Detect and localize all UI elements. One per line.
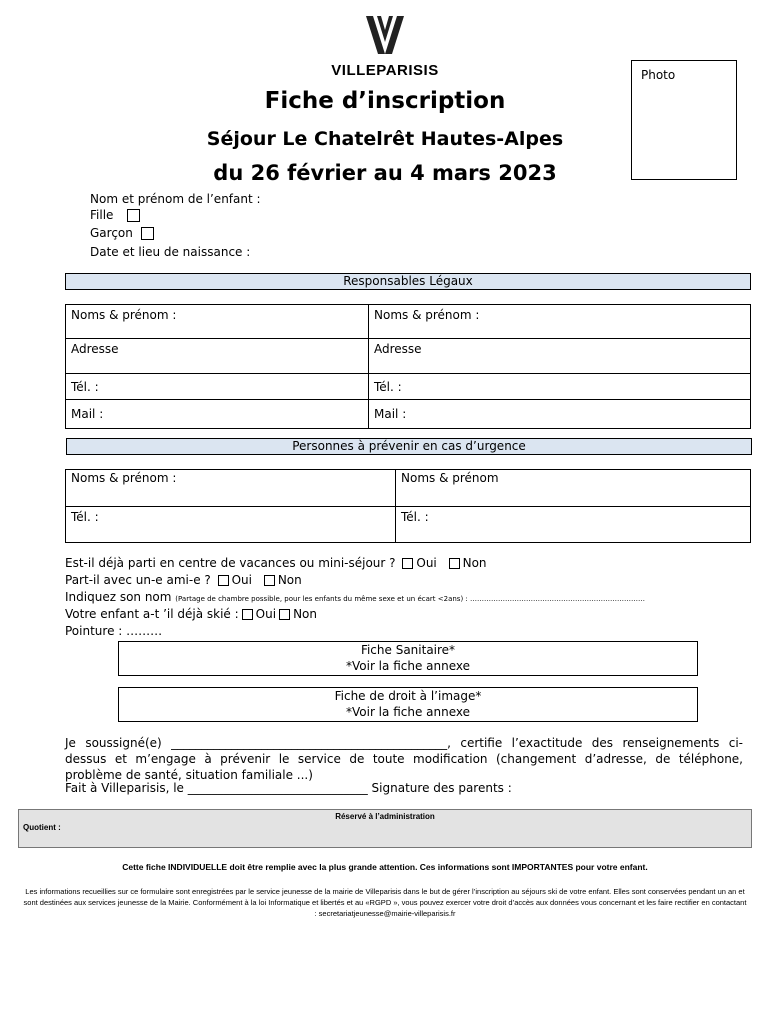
skied-no-checkbox[interactable] [279,609,290,620]
with-friend-no-label: Non [277,573,302,587]
skied-no-label: Non [293,607,317,621]
boy-option [90,226,154,240]
admin-reserved-label: Réservé à l’administration [335,812,435,821]
photo-label: Photo [641,68,676,82]
friend-name-note[interactable]: (Partage de chambre possible, pour les enfants du même sexe et un écart <2ans) : ………………………………………………………………… [175,595,645,603]
with-friend-label: Part-il avec un-e ami-e ? [65,573,211,587]
guardian1-address-field[interactable]: Adresse [66,339,369,374]
emergency1-phone-field[interactable]: Tél. : [66,507,396,543]
birth-label: Date et lieu de naissance : [90,245,251,259]
guardian2-phone-field[interactable]: Tél. : [369,374,751,400]
villeparisis-logo [320,14,450,79]
emergency2-name-field[interactable]: Noms & prénom [396,470,751,507]
guardian1-name-field[interactable]: Noms & prénom : [66,305,369,339]
form-subtitle: Séjour Le Chatelrêt Hautes-Alpes [206,128,564,150]
skied-yes-label: Oui [255,607,277,621]
girl-label: Fille [90,208,114,222]
form-title: Fiche d’inscription [264,88,506,114]
sanitary-form-box [118,641,698,676]
guardian2-mail-field[interactable]: Mail : [369,400,751,429]
image-rights-note: *Voir la fiche annexe [345,705,470,719]
question-with-friend [65,573,302,587]
girl-option [90,208,140,222]
logo-text: VILLEPARISIS [331,62,439,79]
question-previous-stay [65,556,487,570]
question-friend-name [65,590,645,604]
guardian1-phone-field[interactable]: Tél. : [66,374,369,400]
friend-name-label: Indiquez son nom [65,590,172,604]
shoe-size-field[interactable]: Pointure : ……… [65,624,163,638]
with-friend-yes-checkbox[interactable] [218,575,229,586]
previous-stay-no-label: Non [462,556,487,570]
footer-important-note: Cette fiche INDIVIDUELLE doit être remplie avec la plus grande attention. Ces informations sont IMPORTANTES pour votre enfant. [122,862,648,872]
skied-yes-checkbox[interactable] [242,609,253,620]
guardian1-mail-field[interactable]: Mail : [66,400,369,429]
emergency2-phone-field[interactable]: Tél. : [396,507,751,543]
skied-before-label: Votre enfant a-t ’il déjà skié : [65,607,239,621]
admin-reserved-box [18,809,752,848]
declaration-text[interactable]: Je soussigné(e) ______________________________________________, certifie l’exactitude des renseignements ci-dessus et m’engage à prévenir le service de toute modification (changement d’adresse, de téléphone, problème de santé, situation familiale ...) [65,736,743,782]
image-rights-box [118,687,698,722]
guardian2-address-field[interactable]: Adresse [369,339,751,374]
child-name-label: Nom et prénom de l’enfant : [90,192,261,206]
sanitary-form-title: Fiche Sanitaire* [360,643,456,657]
guardian2-name-field[interactable]: Noms & prénom : [369,305,751,339]
previous-stay-no-checkbox[interactable] [449,558,460,569]
legal-guardians-table [65,304,751,429]
with-friend-yes-label: Oui [231,573,252,587]
footer-legal-notice: Les informations recueillies sur ce formulaire sont enregistrées par le service jeunesse de la mairie de Villeparisis dans le but de gérer l’inscription au séjours ski de votre enfant. Elles sont conservées pendant un an et sont destinées aux services jeunesse de la Mairie. Conformément à la loi Informatique et libertés et au «RGPD », vous pouvez exercer votre droit d’accès aux données vous concernant et les faire rectifier en contactant : secretariatjeunesse@mairie-villeparisis.fr [23,887,747,918]
boy-checkbox[interactable] [141,227,154,240]
emergency1-name-field[interactable]: Noms & prénom : [66,470,396,507]
emergency-contacts-header: Personnes à prévenir en cas d’urgence [66,438,752,455]
form-dates: du 26 février au 4 mars 2023 [213,161,557,185]
previous-stay-yes-checkbox[interactable] [402,558,413,569]
question-skied-before [65,607,317,621]
with-friend-no-checkbox[interactable] [264,575,275,586]
previous-stay-label: Est-il déjà parti en centre de vacances ou mini-séjour ? [65,556,396,570]
sanitary-form-note: *Voir la fiche annexe [345,659,470,673]
quotient-label: Quotient : [23,823,61,832]
girl-checkbox[interactable] [127,209,140,222]
emergency-contacts-table [65,469,751,543]
signature-line[interactable]: Fait à Villeparisis, le ______________________________ Signature des parents : [65,781,512,795]
logo-emblem-icon [362,14,408,56]
legal-guardians-header: Responsables Légaux [65,273,751,290]
boy-label: Garçon [90,226,133,240]
image-rights-title: Fiche de droit à l’image* [334,689,482,703]
previous-stay-yes-label: Oui [416,556,437,570]
